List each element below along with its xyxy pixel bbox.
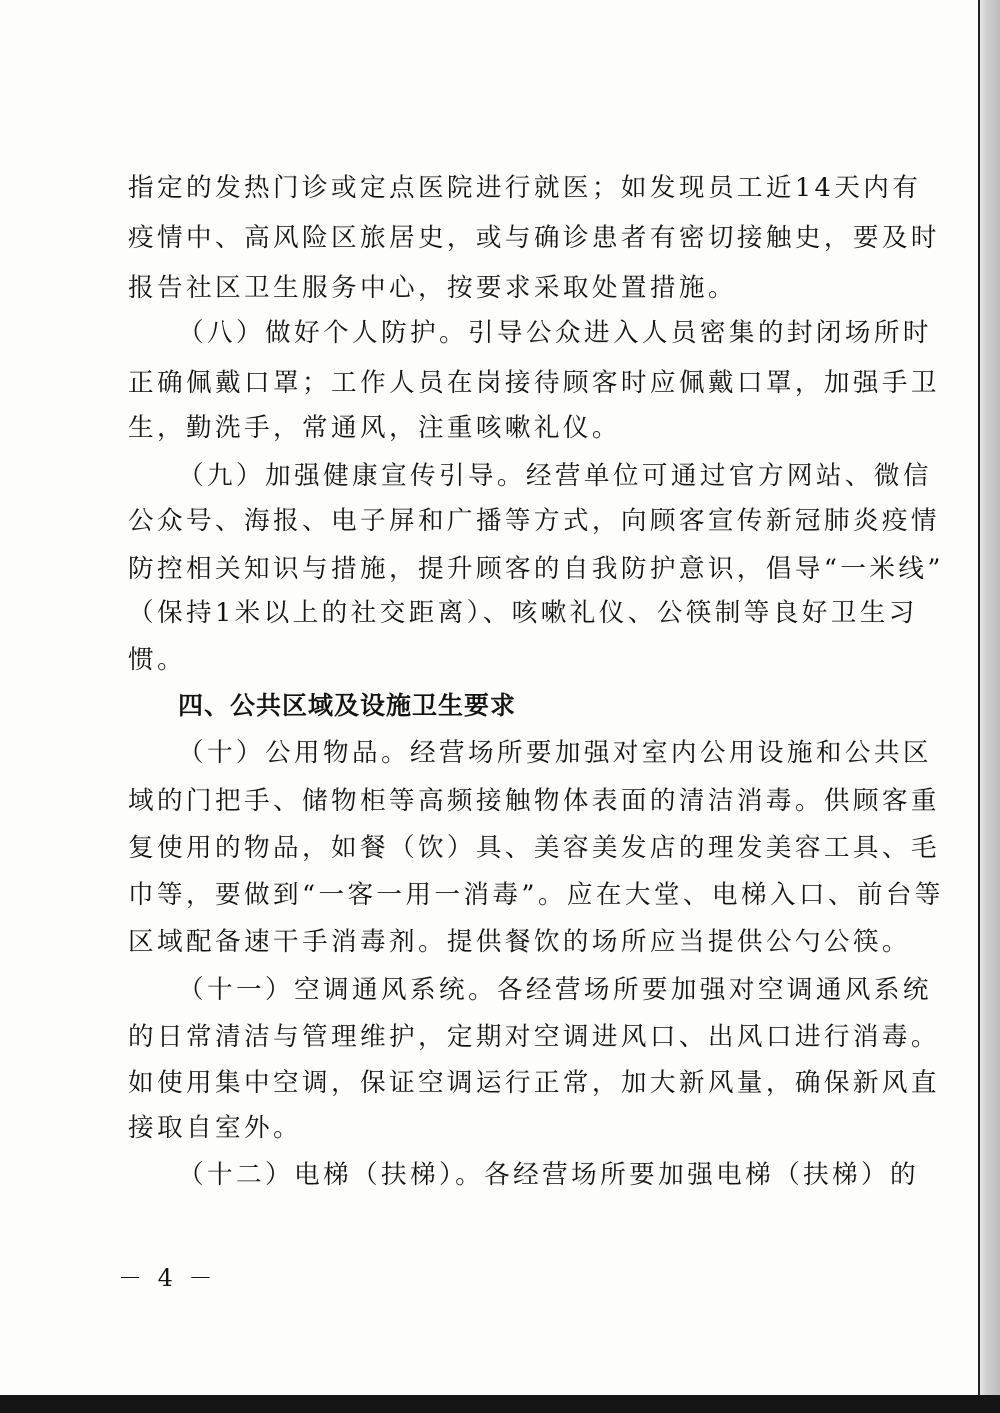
body-line-19: 的日常清洁与管理维护，定期对空调进风口、出风口进行消毒。 xyxy=(128,1022,940,1052)
body-line-10: （保持1米以上的社交距离）、咳嗽礼仪、公筷制等良好卫生习 xyxy=(128,598,918,628)
body-line-9: 防控相关知识与措施，提升顾客的自我防护意识，倡导“一米线” xyxy=(128,554,944,584)
body-line-1: 指定的发热门诊或定点医院进行就医；如发现员工近14天内有 xyxy=(128,173,922,203)
body-line-18: （十一）空调通风系统。各经营场所要加强对空调通风系统 xyxy=(178,975,932,1005)
body-line-4: （八）做好个人防护。引导公众进入人员密集的封闭场所时 xyxy=(178,318,932,348)
body-line-22: （十二）电梯（扶梯）。各经营场所要加强电梯（扶梯）的 xyxy=(178,1160,920,1190)
body-line-16: 巾等，要做到“一客一用一消毒”。应在大堂、电梯入口、前台等 xyxy=(128,880,944,910)
body-line-11: 惯。 xyxy=(128,645,186,675)
body-line-7: （九）加强健康宣传引导。经营单位可通过官方网站、微信 xyxy=(178,461,932,491)
body-line-17: 区域配备速干手消毒剂。提供餐饮的场所应当提供公勺公筷。 xyxy=(128,927,911,957)
body-line-14: 域的门把手、储物柜等高频接触物体表面的清洁消毒。供顾客重 xyxy=(128,786,940,816)
body-line-3: 报告社区卫生服务中心，按要求采取处置措施。 xyxy=(128,273,737,303)
body-line-5: 正确佩戴口罩；工作人员在岗接待顾客时应佩戴口罩，加强手卫 xyxy=(128,368,940,398)
scan-bottom-border xyxy=(0,1395,1000,1413)
section-heading: 四、公共区域及设施卫生要求 xyxy=(178,691,517,720)
page-number: － 4 － xyxy=(118,1264,217,1292)
scan-right-margin xyxy=(978,0,1000,1413)
body-line-15: 复使用的物品，如餐（饮）具、美容美发店的理发美容工具、毛 xyxy=(128,833,940,863)
body-line-2: 疫情中、高风险区旅居史，或与确诊患者有密切接触史，要及时 xyxy=(128,223,940,253)
body-line-21: 接取自室外。 xyxy=(128,1113,302,1143)
body-line-20: 如使用集中空调，保证空调运行正常，加大新风量，确保新风直 xyxy=(128,1068,940,1098)
scan-edge-line xyxy=(978,0,980,1413)
body-line-13: （十）公用物品。经营场所要加强对室内公用设施和公共区 xyxy=(178,738,932,768)
body-line-6: 生，勤洗手，常通风，注重咳嗽礼仪。 xyxy=(128,413,621,443)
body-line-8: 公众号、海报、电子屏和广播等方式，向顾客宣传新冠肺炎疫情 xyxy=(128,506,940,536)
